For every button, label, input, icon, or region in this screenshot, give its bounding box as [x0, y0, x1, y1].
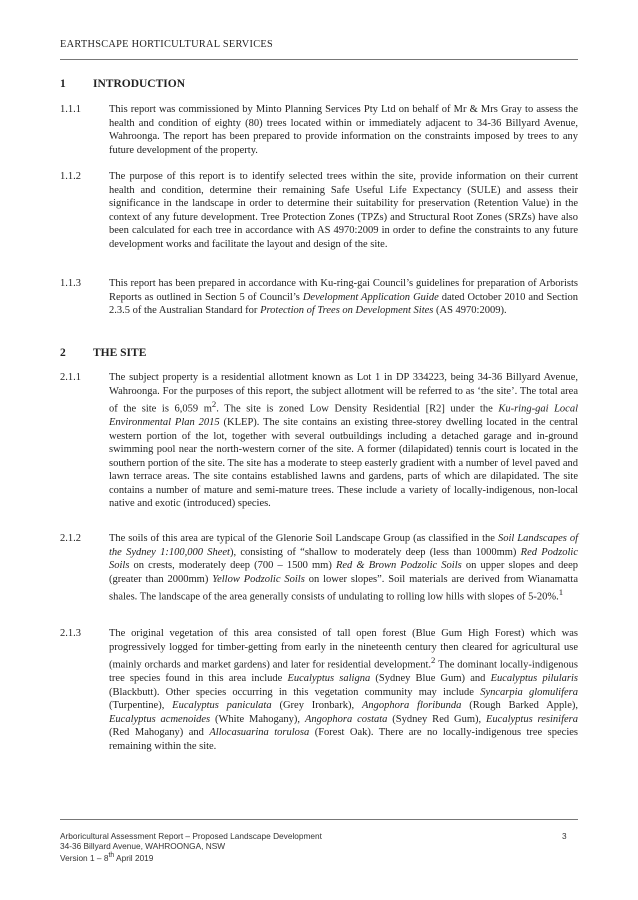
document-header: EARTHSCAPE HORTICULTURAL SERVICES — [60, 39, 274, 50]
footer-rule — [60, 819, 578, 820]
paragraph-number: 2.1.2 — [60, 533, 81, 544]
document-title-italic: Development Application Guide — [302, 291, 439, 303]
footnote-ref: 1 — [558, 587, 564, 598]
section-heading-the-site — [60, 347, 146, 359]
version-text: April 2019 — [114, 852, 154, 863]
paragraph-number: 1.1.1 — [60, 104, 81, 115]
header-rule — [60, 59, 578, 60]
paragraph-number: 1.1.3 — [60, 278, 81, 289]
paragraph-number: 2.1.3 — [60, 628, 81, 639]
document-footer — [60, 831, 322, 863]
text-run: . The site is zoned Low Density Residential [R2] under the — [216, 403, 499, 415]
species-name: Eucalyptus paniculata — [172, 700, 272, 712]
plan-title-italic: Ku-ring-gai Local Environmental Plan 2015 — [109, 403, 579, 429]
species-name: Syncarpia glomulifera — [480, 686, 578, 698]
paragraph-text: This report was commissioned by Minto Planning Services Pty Ltd on behalf of Mr & Mrs Gray to assess the health and condition of eighty (80) trees located within or immediately adjacent to 34-36 Billyard Avenue, Wahroonga. The report has been prepared to provide information on the constraints imposed by trees to any future development of the property. — [109, 104, 578, 156]
italic-run: Red Podzolic Soils — [109, 546, 578, 572]
italic-run: Yellow Podzolic Soils — [212, 573, 305, 585]
paragraph-text — [109, 277, 578, 318]
section-number: 1 — [60, 78, 66, 90]
text-run: (KLEP). The site contains an existing three-storey dwelling located in the central western portion of the lot, together with several outbuildings including a detached garage and in-ground swimming pool near the north-western corner of the site. A former (dilapidated) tennis court is located in the southern portion of the site. The site has a moderate to steep easterly gradient with a number of level paved and lawn terrace areas. The site contains established lawns and gardens, parts of which are dilapidated. The site contains a number of mature and semi-mature trees. These include a variety of locally-indigenous, non-local native and exotic (introduced) species. — [109, 417, 578, 510]
text-run: (Blackbutt). Other species occurring in this vegetation community may include — [109, 686, 481, 698]
italic-run: Soil Landscapes of the Sydney 1:100,000 Sheet — [109, 533, 578, 558]
paragraph-text — [109, 627, 578, 753]
species-name: Eucalyptus pilularis — [490, 673, 578, 685]
text-run: (AS 4970:2009). — [433, 305, 507, 317]
footer-report-title: Arboricultural Assessment Report – Proposed Landscape Development — [60, 831, 322, 841]
species-name: Eucalyptus saligna — [287, 673, 371, 685]
paragraph-1-1-3 — [60, 277, 578, 318]
text-run: The dominant locally-indigenous tree species found in this area include — [109, 659, 578, 685]
paragraph-1-1-1 — [60, 103, 578, 157]
text-run: (Turpentine), — [109, 700, 173, 712]
version-text: Version 1 – 8 — [60, 852, 109, 863]
species-name: Angophora costata — [304, 713, 388, 725]
section-title: THE SITE — [93, 347, 147, 359]
paragraph-text — [109, 532, 578, 604]
text-run: (Forest Oak). There are no locally-indigenous tree species remaining within the site. — [109, 727, 578, 752]
text-run: The soils of this area are typical of the Glenorie Soil Landscape Group (as classified in the — [109, 533, 498, 544]
text-run: (Rough Barked Apple), — [461, 700, 578, 712]
text-run: This report has been prepared in accordance with Ku-ring-gai Council’s guidelines for preparation of Arborists Reports as outlined in Section 5 of Council’s — [109, 278, 578, 303]
paragraph-2-1-1 — [60, 371, 578, 511]
text-run: The subject property is a residential allotment known as Lot 1 in DP 334223, being 34-36 Billyard Avenue, Wahroonga. For the purposes of this report, the subject allotment will be referred to as ‘the site’. The total area of the site is 6,059 m — [109, 372, 578, 415]
text-run: (White Mahogany), — [210, 713, 305, 725]
footnote-ref: 2 — [430, 655, 436, 666]
species-name: Angophora floribunda — [361, 700, 462, 712]
italic-run: Red & Brown Podzolic Soils — [335, 560, 462, 572]
paragraph-number: 1.1.2 — [60, 171, 81, 182]
section-number: 2 — [60, 347, 66, 359]
footer-address: 34-36 Billyard Avenue, WAHROONGA, NSW — [60, 841, 226, 851]
text-run: (Grey Ironbark), — [271, 700, 362, 712]
paragraph-number: 2.1.1 — [60, 372, 81, 383]
paragraph-text: The purpose of this report is to identify selected trees within the site, provide information on their current health and condition, determine their remaining Safe Useful Life Expectancy (SULE) and assess their significance in the landscape in order to determine their suitability for preservation (Retention Value) in the context of any future development. Tree Protection Zones (TPZs) and Structural Root Zones (SRZs) have also been calculated for each tree in accordance with AS 4970:2009 in order to define the constraints to any future development works and facilitate the layout and design of the site. — [109, 171, 578, 250]
section-heading-introduction — [60, 78, 185, 90]
version-superscript: th — [108, 852, 115, 859]
paragraph-2-1-2 — [60, 532, 578, 604]
paragraph-text — [109, 371, 578, 511]
page-number: 3 — [562, 831, 567, 841]
paragraph-2-1-3 — [60, 627, 578, 753]
text-run: (Sydney Blue Gum) and — [370, 673, 491, 685]
section-title: INTRODUCTION — [93, 78, 186, 90]
text-run: dated October 2010 and Section 2.3.5 of the Australian Standard for — [109, 291, 579, 317]
species-name: Eucalyptus resinifera — [486, 713, 578, 725]
standard-title-italic: Protection of Trees on Development Sites — [260, 305, 434, 317]
text-run: (Sydney Red Gum), — [387, 713, 486, 725]
species-name: Allocasuarina torulosa — [209, 727, 310, 739]
text-run: on upper slopes and deep (greater than 2000mm) — [109, 560, 578, 585]
species-name: Eucalyptus acmenoides — [109, 713, 211, 725]
footer-version — [60, 851, 322, 863]
paragraph-1-1-2 — [60, 170, 578, 251]
text-run: on crests, moderately deep (700 – 1500 mm) — [129, 560, 336, 572]
text-run: ), consisting of “shallow to moderately deep (less than 1000mm) — [229, 546, 521, 558]
text-run: (Red Mahogany) and — [109, 727, 210, 739]
text-run: The original vegetation of this area consisted of tall open forest (Blue Gum High Forest) which was progressively logged for timber-getting from early in the nineteenth century then cleared for agricultural use (mainly orchards and market gardens) and later for residential development. — [109, 628, 578, 671]
text-run: on lower slopes”. Soil materials are derived from Wianamatta shales. The landscape of the area generally consists of undulating to rolling low hills with slopes of 5-20%. — [109, 573, 578, 603]
superscript: 2 — [211, 399, 217, 410]
